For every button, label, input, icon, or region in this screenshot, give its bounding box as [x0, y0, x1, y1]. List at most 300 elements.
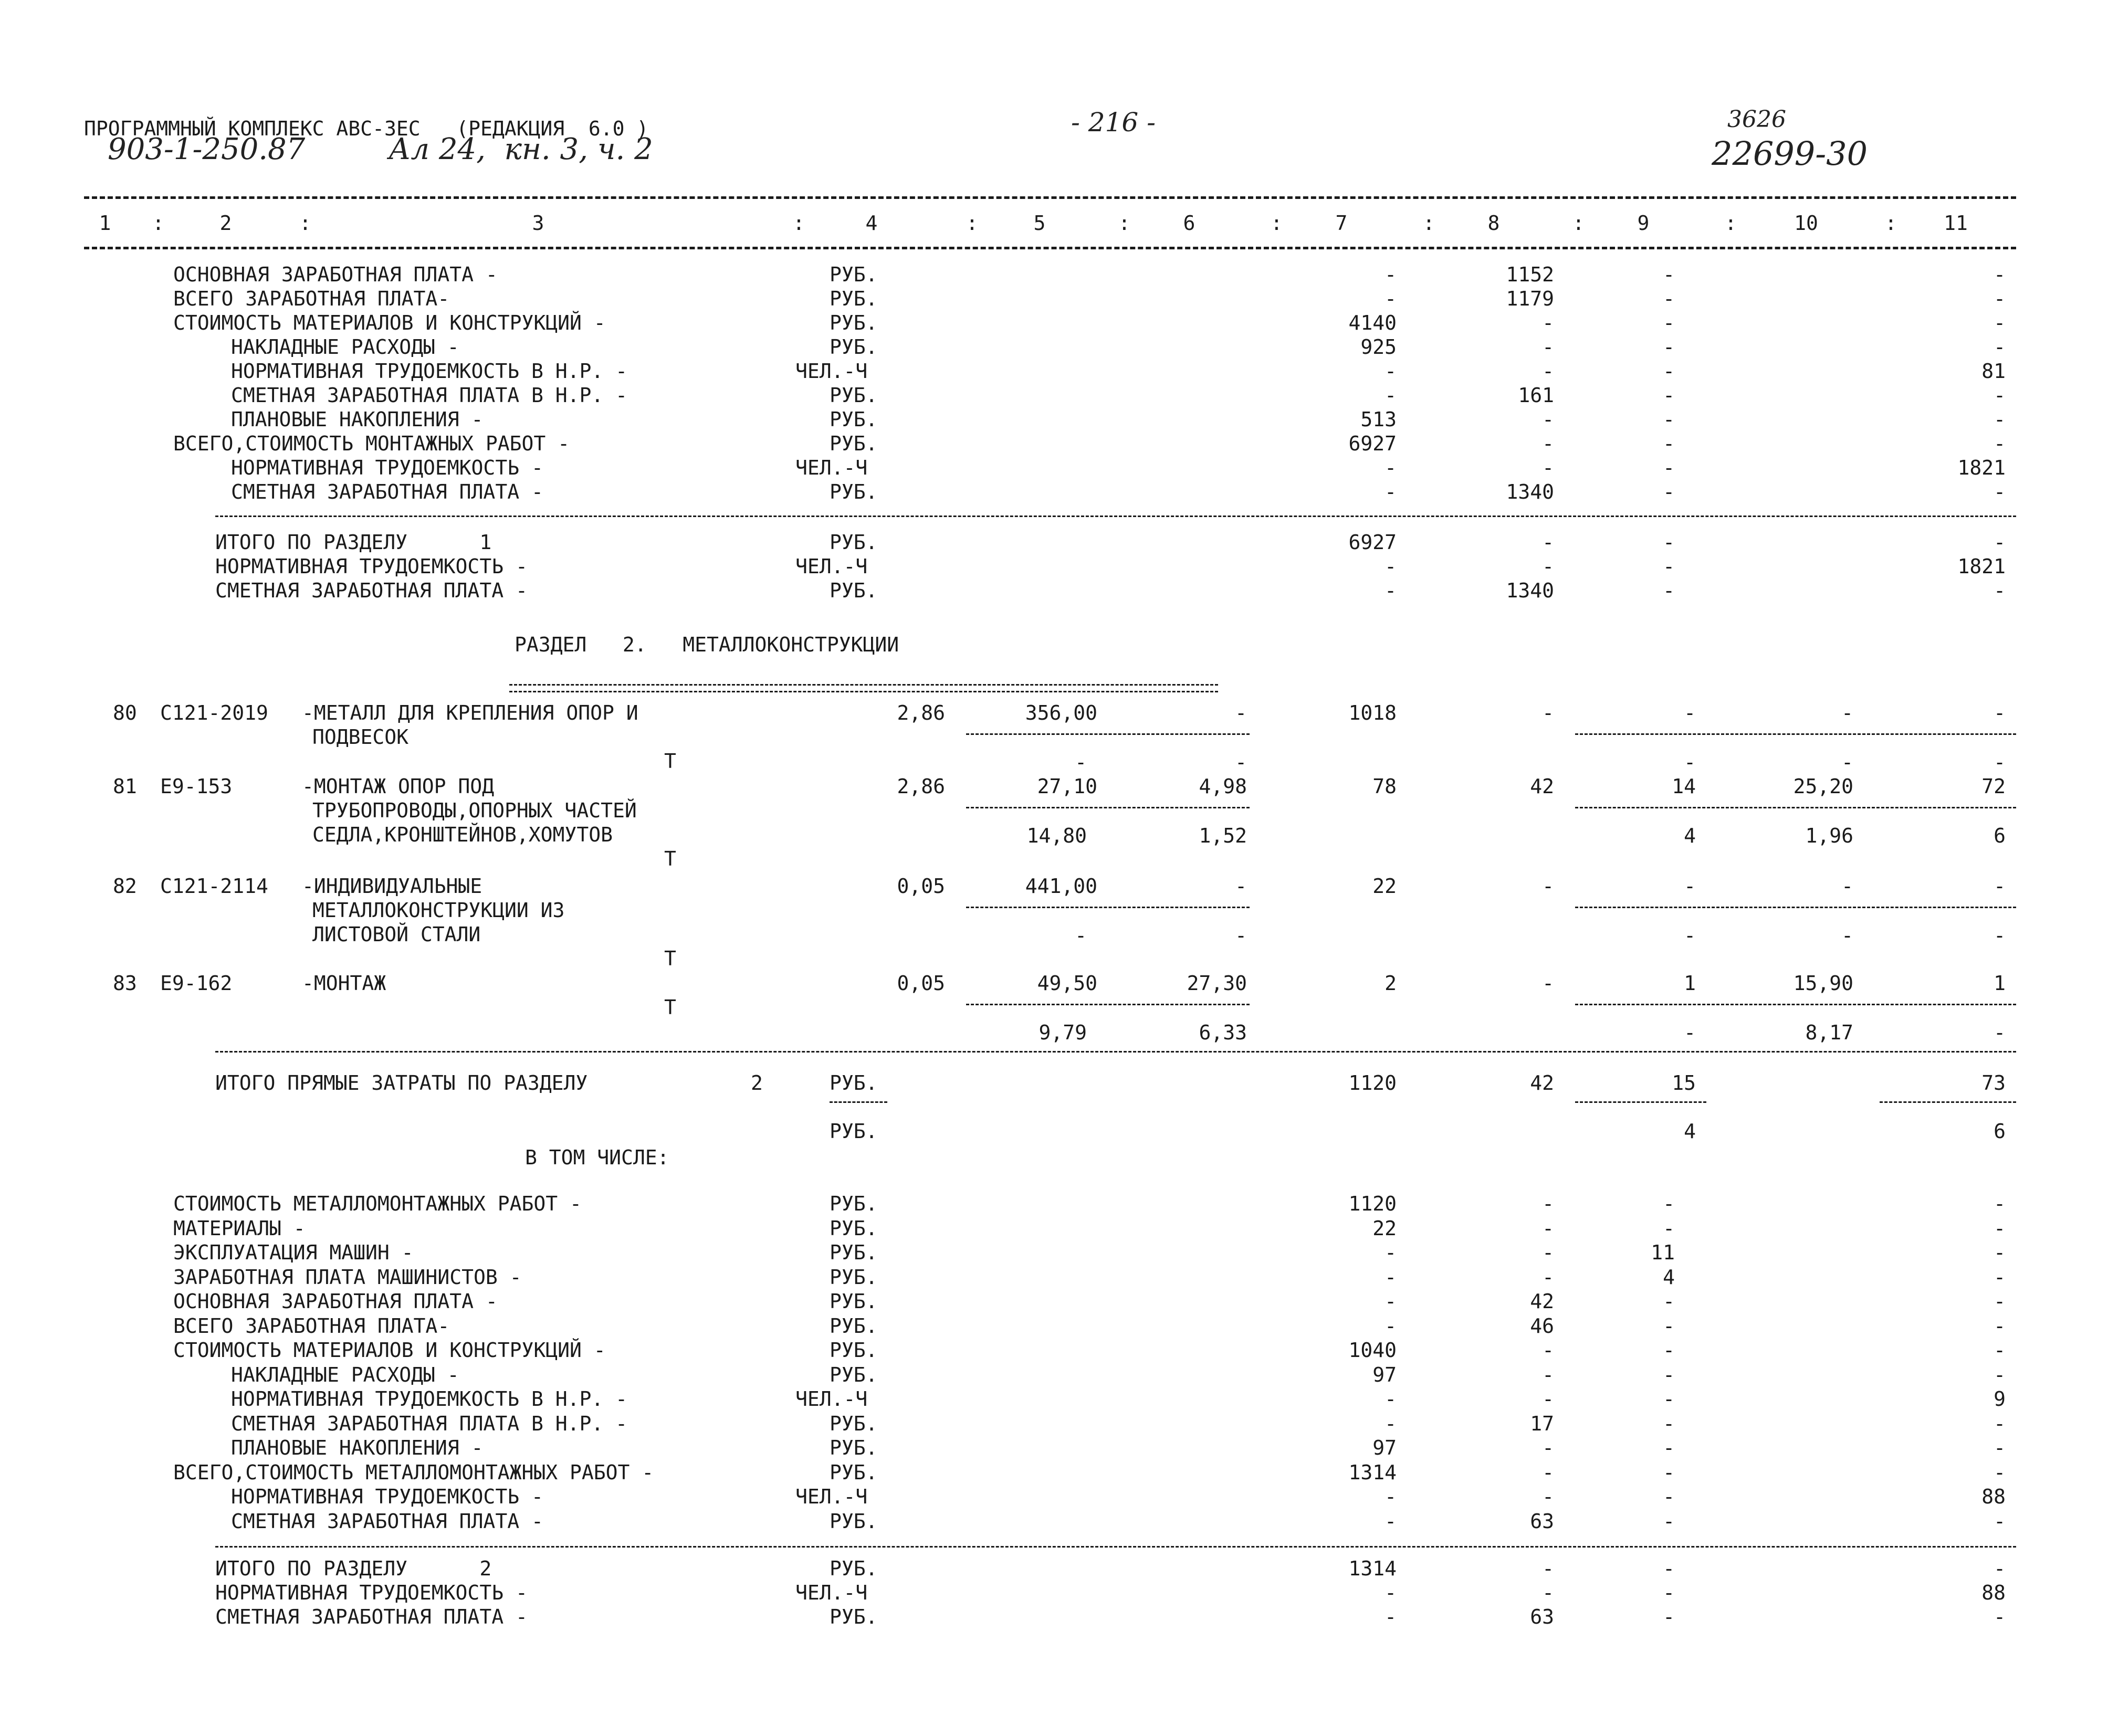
col9-value: -: [1663, 335, 1675, 359]
col11-value: -: [1994, 335, 2006, 359]
split-rule-9-11: [1575, 907, 2016, 908]
summary-label: СМЕТНАЯ ЗАРАБОТНАЯ ПЛАТА -: [231, 1509, 543, 1533]
col8-value: 1179: [1506, 287, 1554, 310]
unit-label: РУБ.: [830, 1509, 878, 1533]
col8-value: 161: [1518, 384, 1554, 407]
col8-value: -: [1542, 555, 1554, 578]
summary-label: НАКЛАДНЫЕ РАСХОДЫ -: [231, 1363, 459, 1386]
col5-value: 27,10: [1037, 775, 1097, 798]
col10-sub-value: 1,96: [1805, 824, 1853, 847]
col10-value: 15,90: [1793, 972, 1853, 995]
summary-label: НОРМАТИВНАЯ ТРУДОЕМКОСТЬ В Н.Р. -: [231, 1387, 627, 1411]
col10-sub-value: -: [1841, 751, 1853, 774]
col7-value: -: [1385, 263, 1397, 286]
item-description: -ИНДИВИДУАЛЬНЫЕ: [302, 875, 483, 898]
column-separator: :: [1572, 212, 1585, 235]
album-reference: Ал 24, кн. 3, ч. 2: [389, 132, 653, 166]
col8-value: -: [1542, 311, 1554, 334]
unit-label: РУБ.: [830, 1436, 878, 1459]
col7-value: 6927: [1348, 531, 1397, 554]
col9-rule: [1575, 1101, 1706, 1103]
column-number: 8: [1487, 212, 1500, 235]
col11-value: -: [1994, 1557, 2006, 1580]
col11-value: 9: [1994, 1387, 2006, 1411]
column-number: 9: [1637, 212, 1650, 235]
col11-value: 1821: [1957, 555, 2006, 578]
col5-sub-value: -: [1075, 751, 1087, 774]
col7-value: -: [1385, 555, 1397, 578]
col7-value: -: [1385, 1581, 1397, 1604]
col10-sub-value: -: [1841, 924, 1853, 947]
col8-value: 17: [1530, 1412, 1554, 1435]
unit-label: ЧЕЛ.-Ч: [795, 1387, 868, 1411]
column-separator: :: [1725, 212, 1737, 235]
unit-label: РУБ.: [830, 1192, 878, 1215]
col5-sub-value: 14,80: [1026, 824, 1087, 847]
item-number: 80: [113, 701, 137, 724]
col6-sub-value: -: [1235, 924, 1247, 947]
summary-label: ЭКСПЛУАТАЦИЯ МАШИН -: [173, 1241, 414, 1264]
col9-value: 1: [1684, 972, 1696, 995]
column-separator: :: [1118, 212, 1130, 235]
project-code: 903-1-250.87: [108, 132, 306, 166]
col11-value: -: [1994, 384, 2006, 407]
summary-label: ВСЕГО ЗАРАБОТНАЯ ПЛАТА-: [173, 1314, 450, 1338]
summary-label: ПЛАНОВЫЕ НАКОПЛЕНИЯ -: [231, 1436, 484, 1459]
col5-sub-value: 9,79: [1039, 1021, 1087, 1044]
column-separator: :: [1423, 212, 1435, 235]
col7-value: 1018: [1348, 701, 1397, 724]
col11-value: -: [1994, 1436, 2006, 1459]
column-number: 7: [1335, 212, 1348, 235]
col7-value: 1314: [1348, 1460, 1397, 1484]
col11-sub-value: -: [1994, 751, 2006, 774]
col7-value: 1314: [1348, 1557, 1397, 1580]
col9-sub-value: -: [1684, 924, 1696, 947]
col6-value: 27,30: [1187, 972, 1247, 995]
col9-value: -: [1684, 875, 1696, 898]
col7-value: -: [1385, 1485, 1397, 1508]
col11-value: 72: [1981, 775, 2006, 798]
col8-value: 63: [1530, 1605, 1554, 1628]
item-description: ПОДВЕСОК: [312, 725, 409, 749]
unit-label: РУБ.: [830, 1339, 878, 1362]
col10-sub-value: 8,17: [1805, 1021, 1853, 1044]
col11-value: -: [1994, 579, 2006, 602]
unit-label: РУБ.: [830, 1557, 878, 1580]
split-rule-5-6: [966, 733, 1250, 735]
col9-value: -: [1663, 1363, 1675, 1386]
col9-value: -: [1663, 555, 1675, 578]
summary-label: ЗАРАБОТНАЯ ПЛАТА МАШИНИСТОВ -: [173, 1265, 522, 1289]
item-code: С121-2114: [160, 875, 268, 898]
col7-value: 22: [1372, 875, 1397, 898]
col7-value: -: [1385, 1387, 1397, 1411]
col9-value: 4: [1663, 1265, 1675, 1289]
col11-value: -: [1994, 432, 2006, 455]
section2-rule: [215, 1546, 2016, 1548]
unit-label: РУБ.: [830, 1460, 878, 1484]
col8-value: -: [1542, 1557, 1554, 1580]
col9-value: 11: [1651, 1241, 1675, 1264]
summary-label: ВСЕГО,СТОИМОСТЬ МЕТАЛЛОМОНТАЖНЫХ РАБОТ -: [173, 1460, 654, 1484]
item-number: 82: [113, 875, 137, 898]
col6-value: 4,98: [1199, 775, 1247, 798]
col9-value: -: [1663, 1339, 1675, 1362]
col8-value: -: [1542, 1339, 1554, 1362]
col11-value: -: [1994, 408, 2006, 431]
col7-value: 6927: [1348, 432, 1397, 455]
col8-value: -: [1542, 335, 1554, 359]
col5-sub-value: -: [1075, 924, 1087, 947]
col7-value: 97: [1372, 1363, 1397, 1386]
col8-value: -: [1542, 456, 1554, 479]
column-number: 5: [1033, 212, 1046, 235]
unit-label: РУБ.: [830, 408, 878, 431]
summary-label: СТОИМОСТЬ МАТЕРИАЛОВ И КОНСТРУКЦИЙ -: [173, 311, 606, 334]
col11-value: -: [1994, 701, 2006, 724]
col11-value: 1: [1994, 972, 2006, 995]
item-code: Е9-153: [160, 775, 233, 798]
qty-value: 0,05: [897, 972, 945, 995]
col9-value: -: [1684, 701, 1696, 724]
summary-label: МАТЕРИАЛЫ -: [173, 1216, 306, 1240]
col11-value: 1821: [1957, 456, 2006, 479]
col11-value: -: [1994, 1216, 2006, 1240]
col9-value: -: [1663, 360, 1675, 383]
col7-value: -: [1385, 456, 1397, 479]
col7-value: -: [1385, 360, 1397, 383]
col5-value: 49,50: [1037, 972, 1097, 995]
col11-value: -: [1994, 1412, 2006, 1435]
col9-sub-value: 4: [1684, 824, 1696, 847]
item-description: СЕДЛА,КРОНШТЕЙНОВ,ХОМУТОВ: [312, 823, 613, 846]
summary-label: СМЕТНАЯ ЗАРАБОТНАЯ ПЛАТА -: [231, 480, 543, 503]
summary-label: СМЕТНАЯ ЗАРАБОТНАЯ ПЛАТА В Н.Р. -: [231, 384, 627, 407]
col8-value: -: [1542, 701, 1554, 724]
col6-value: -: [1235, 701, 1247, 724]
item-number: 83: [113, 972, 137, 995]
col11-sub-value: -: [1994, 924, 2006, 947]
column-number: 11: [1944, 212, 1968, 235]
col7-value: 1120: [1348, 1192, 1397, 1215]
col9-value: 15: [1672, 1071, 1696, 1095]
unit-label: ЧЕЛ.-Ч: [795, 1485, 868, 1508]
col11-value: -: [1994, 1265, 2006, 1289]
col11-value: -: [1994, 531, 2006, 554]
unit-label: РУБ.: [830, 432, 878, 455]
col9-value: -: [1663, 384, 1675, 407]
unit-label: РУБ.: [830, 1412, 878, 1435]
col9-value: -: [1663, 1509, 1675, 1533]
section2-title-underline: [509, 684, 1218, 692]
col6-sub-value: -: [1235, 751, 1247, 774]
col9-value: -: [1663, 1192, 1675, 1215]
col9-value: -: [1663, 1290, 1675, 1313]
col11-value: -: [1994, 1192, 2006, 1215]
col8-value: -: [1542, 1485, 1554, 1508]
col8-value: -: [1542, 1265, 1554, 1289]
split-rule-5-6: [966, 1004, 1250, 1005]
unit-label: РУБ.: [830, 480, 878, 503]
unit-label: РУБ.: [830, 1071, 878, 1095]
col9-value: -: [1663, 1485, 1675, 1508]
col9-value: -: [1663, 432, 1675, 455]
column-separator: :: [793, 212, 805, 235]
col7-value: -: [1385, 1412, 1397, 1435]
col11-value: -: [1994, 287, 2006, 310]
col9-value: -: [1663, 1605, 1675, 1628]
col8-value: 42: [1530, 1290, 1554, 1313]
summary-label: СТОИМОСТЬ МЕТАЛЛОМОНТАЖНЫХ РАБОТ -: [173, 1192, 582, 1215]
summary-label: ВСЕГО ЗАРАБОТНАЯ ПЛАТА-: [173, 287, 450, 310]
col9-value: -: [1663, 408, 1675, 431]
unit-label: РУБ.: [830, 335, 878, 359]
item-description: ЛИСТОВОЙ СТАЛИ: [312, 923, 481, 946]
item-description: МЕТАЛЛОКОНСТРУКЦИИ ИЗ: [312, 899, 565, 922]
unit-label: РУБ.: [830, 1265, 878, 1289]
col7-value: 925: [1360, 335, 1397, 359]
qty-value: 2,86: [897, 701, 945, 724]
col9-sub-value: -: [1684, 751, 1696, 774]
col8-value: -: [1542, 1192, 1554, 1215]
col8-value: -: [1542, 408, 1554, 431]
summary-label: ПЛАНОВЫЕ НАКОПЛЕНИЯ -: [231, 408, 484, 431]
unit-label: РУБ.: [830, 579, 878, 602]
col11-value: -: [1994, 1290, 2006, 1313]
col9-value: -: [1663, 263, 1675, 286]
unit-label: РУБ.: [830, 311, 878, 334]
col8-value: -: [1542, 1581, 1554, 1604]
col8-value: 1152: [1506, 263, 1554, 286]
col11-value: 81: [1981, 360, 2006, 383]
including-label: В ТОМ ЧИСЛЕ:: [525, 1146, 669, 1169]
column-separator: :: [299, 212, 311, 235]
col9-value: -: [1663, 531, 1675, 554]
col8-value: -: [1542, 1216, 1554, 1240]
col8-value: -: [1542, 1436, 1554, 1459]
column-separator: :: [1885, 212, 1897, 235]
col8-value: -: [1542, 972, 1554, 995]
unit-label: ЧЕЛ.-Ч: [795, 456, 868, 479]
summary-label: НОРМАТИВНАЯ ТРУДОЕМКОСТЬ -: [231, 1485, 543, 1508]
col9-sub-value: 4: [1684, 1120, 1696, 1143]
col8-value: -: [1542, 1387, 1554, 1411]
col11-sub-value: -: [1994, 1021, 2006, 1044]
col9-value: -: [1663, 1436, 1675, 1459]
direct-costs-section: 2: [751, 1071, 763, 1095]
col11-value: 88: [1981, 1485, 2006, 1508]
col7-value: -: [1385, 1290, 1397, 1313]
stamp-top: 3626: [1727, 106, 1786, 133]
col7-value: -: [1385, 579, 1397, 602]
unit-marker: Т: [664, 847, 676, 870]
summary-label: НОРМАТИВНАЯ ТРУДОЕМКОСТЬ -: [215, 1581, 528, 1604]
col7-value: 2: [1385, 972, 1397, 995]
item-code: С121-2019: [160, 701, 268, 724]
unit-label: РУБ.: [830, 1605, 878, 1628]
col8-value: -: [1542, 1241, 1554, 1264]
col6-sub-value: 1,52: [1199, 824, 1247, 847]
summary-label: НОРМАТИВНАЯ ТРУДОЕМКОСТЬ В Н.Р. -: [231, 360, 627, 383]
col7-value: 513: [1360, 408, 1397, 431]
col11-value: -: [1994, 1605, 2006, 1628]
col9-value: -: [1663, 1314, 1675, 1338]
col10-value: 25,20: [1793, 775, 1853, 798]
col8-value: -: [1542, 1460, 1554, 1484]
unit-rule: [830, 1101, 887, 1103]
col8-value: 42: [1530, 775, 1554, 798]
col8-value: 1340: [1506, 579, 1554, 602]
column-separator: :: [152, 212, 164, 235]
column-number: 6: [1183, 212, 1195, 235]
summary-label: ИТОГО ПО РАЗДЕЛУ 1: [215, 531, 492, 554]
col9-value: -: [1663, 311, 1675, 334]
unit-label: РУБ.: [830, 1216, 878, 1240]
col11-value: -: [1994, 1509, 2006, 1533]
split-rule-5-6: [966, 807, 1250, 808]
split-rule-9-11: [1575, 1004, 2016, 1005]
col7-value: -: [1385, 287, 1397, 310]
col11-value: -: [1994, 1339, 2006, 1362]
col8-value: -: [1542, 360, 1554, 383]
col9-sub-value: -: [1684, 1021, 1696, 1044]
col9-value: -: [1663, 456, 1675, 479]
item-description: -МОНТАЖ: [302, 972, 386, 995]
split-rule-5-6: [966, 907, 1250, 908]
column-number: 10: [1794, 212, 1818, 235]
col7-value: -: [1385, 1265, 1397, 1289]
unit-label: ЧЕЛ.-Ч: [795, 555, 868, 578]
summary-label: ОСНОВНАЯ ЗАРАБОТНАЯ ПЛАТА -: [173, 1290, 498, 1313]
split-rule-9-11: [1575, 733, 2016, 735]
col9-value: -: [1663, 480, 1675, 503]
col9-value: -: [1663, 1387, 1675, 1411]
column-separator: :: [966, 212, 978, 235]
col11-value: -: [1994, 263, 2006, 286]
col9-value: -: [1663, 1557, 1675, 1580]
items-rule: [215, 1051, 2016, 1053]
col7-value: 1120: [1348, 1071, 1397, 1095]
col7-value: -: [1385, 1314, 1397, 1338]
col9-value: -: [1663, 579, 1675, 602]
page-number: - 216 -: [1071, 107, 1156, 138]
col7-value: -: [1385, 1509, 1397, 1533]
item-description: ТРУБОПРОВОДЫ,ОПОРНЫХ ЧАСТЕЙ: [312, 799, 637, 822]
col9-value: -: [1663, 1216, 1675, 1240]
col9-value: -: [1663, 287, 1675, 310]
col8-value: 1340: [1506, 480, 1554, 503]
col8-value: 63: [1530, 1509, 1554, 1533]
col11-sub-value: 6: [1994, 824, 2006, 847]
col10-value: -: [1841, 875, 1853, 898]
col9-value: -: [1663, 1581, 1675, 1604]
col11-value: -: [1994, 1363, 2006, 1386]
col5-value: 441,00: [1025, 875, 1097, 898]
col10-value: -: [1841, 701, 1853, 724]
column-number: 2: [219, 212, 232, 235]
summary-label: НОРМАТИВНАЯ ТРУДОЕМКОСТЬ -: [215, 555, 528, 578]
col7-value: 1040: [1348, 1339, 1397, 1362]
unit-label: РУБ.: [830, 1314, 878, 1338]
unit-label: РУБ.: [830, 1120, 878, 1143]
col8-value: 42: [1530, 1071, 1554, 1095]
col11-value: -: [1994, 1460, 2006, 1484]
section2-title: РАЗДЕЛ 2. МЕТАЛЛОКОНСТРУКЦИИ: [515, 633, 899, 656]
col8-value: -: [1542, 531, 1554, 554]
col8-value: -: [1542, 875, 1554, 898]
col9-value: -: [1663, 1412, 1675, 1435]
col7-value: 78: [1372, 775, 1397, 798]
unit-label: РУБ.: [830, 1363, 878, 1386]
unit-marker: Т: [664, 750, 676, 773]
col7-value: -: [1385, 384, 1397, 407]
col7-value: -: [1385, 1605, 1397, 1628]
col11-value: -: [1994, 311, 2006, 334]
unit-label: РУБ.: [830, 1290, 878, 1313]
section1-rule: [215, 515, 2016, 517]
col11-rule: [1880, 1101, 2016, 1103]
column-number: 1: [99, 212, 111, 235]
stamp-number: 22699-30: [1712, 134, 1868, 173]
col9-value: -: [1663, 1460, 1675, 1484]
col7-value: -: [1385, 1241, 1397, 1264]
summary-label: СМЕТНАЯ ЗАРАБОТНАЯ ПЛАТА В Н.Р. -: [231, 1412, 627, 1435]
col6-sub-value: 6,33: [1199, 1021, 1247, 1044]
col7-value: 22: [1372, 1216, 1397, 1240]
col5-value: 356,00: [1025, 701, 1097, 724]
col11-value: -: [1994, 1241, 2006, 1264]
col11-value: -: [1994, 875, 2006, 898]
summary-label: НАКЛАДНЫЕ РАСХОДЫ -: [231, 335, 459, 359]
col11-value: 88: [1981, 1581, 2006, 1604]
item-description: -МОНТАЖ ОПОР ПОД: [302, 775, 495, 798]
unit-label: РУБ.: [830, 384, 878, 407]
col6-value: -: [1235, 875, 1247, 898]
unit-label: ЧЕЛ.-Ч: [795, 360, 868, 383]
header-rule-bottom: [84, 247, 2016, 249]
item-number: 81: [113, 775, 137, 798]
unit-label: РУБ.: [830, 287, 878, 310]
summary-label: СМЕТНАЯ ЗАРАБОТНАЯ ПЛАТА -: [215, 579, 528, 602]
col11-value: -: [1994, 1314, 2006, 1338]
unit-label: РУБ.: [830, 531, 878, 554]
col7-value: -: [1385, 480, 1397, 503]
col8-value: 46: [1530, 1314, 1554, 1338]
program-title: ПРОГРАММНЫЙ КОМПЛЕКС АВС-3ЕС (РЕДАКЦИЯ 6.0 ): [84, 117, 649, 140]
col8-value: -: [1542, 432, 1554, 455]
direct-costs-label: ИТОГО ПРЯМЫЕ ЗАТРАТЫ ПО РАЗДЕЛУ: [215, 1071, 588, 1095]
summary-label: СТОИМОСТЬ МАТЕРИАЛОВ И КОНСТРУКЦИЙ -: [173, 1339, 606, 1362]
col11-value: 73: [1981, 1071, 2006, 1095]
qty-value: 0,05: [897, 875, 945, 898]
column-separator: :: [1271, 212, 1283, 235]
summary-label: ОСНОВНАЯ ЗАРАБОТНАЯ ПЛАТА -: [173, 263, 498, 286]
summary-label: ИТОГО ПО РАЗДЕЛУ 2: [215, 1557, 492, 1580]
qty-value: 2,86: [897, 775, 945, 798]
unit-label: РУБ.: [830, 263, 878, 286]
col7-value: 4140: [1348, 311, 1397, 334]
unit-marker: Т: [664, 996, 676, 1019]
summary-label: НОРМАТИВНАЯ ТРУДОЕМКОСТЬ -: [231, 456, 543, 479]
split-rule-9-11: [1575, 807, 2016, 808]
col11-sub-value: 6: [1994, 1120, 2006, 1143]
column-number: 3: [532, 212, 544, 235]
item-description: -МЕТАЛЛ ДЛЯ КРЕПЛЕНИЯ ОПОР И: [302, 701, 638, 724]
header-rule-top: [84, 196, 2016, 199]
item-code: Е9-162: [160, 972, 233, 995]
unit-label: ЧЕЛ.-Ч: [795, 1581, 868, 1604]
